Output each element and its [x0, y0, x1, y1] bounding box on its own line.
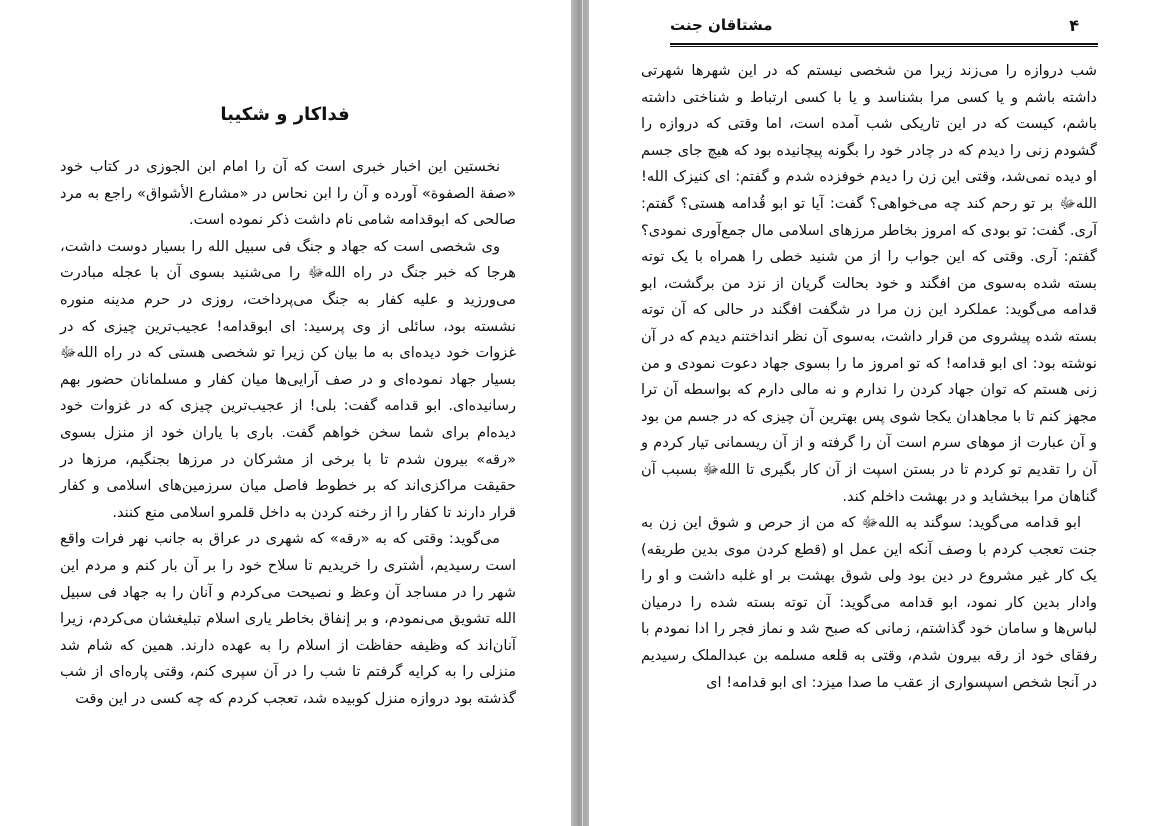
left-page-body	[60, 154, 516, 712]
gutter-fold-line	[582, 0, 583, 826]
book-gutter	[571, 0, 589, 826]
paragraph: می‌گوید: وقتی که به «رقه» که شهری در عراق به جانب نهر فرات واقع است رسیدیم، أشتری را خریدیم تا سلاح خود را بر آن بار کنم و مردم این شهر را در مساجد آن وعظ و نصیحت می‌کردم و آنان را به جهاد فی سبیل الله تشویق می‌نمودم، و بر إنفاق بخاطر یاری اسلام تبلیغشان می‌کردم، زیرا آنان‌اند که وظیفه حفاظت از اسلام را به عهده دارند. همین که شام شد منزلی را به کرایه گرفتم تا شب را در آن سپری کنم، وقتی پاره‌ای از شب گذشته بود دروازه منزل کوبیده شد، تعجب کردم که چه کسی در این وقت	[60, 530, 516, 707]
running-header	[670, 16, 1079, 42]
right-page-body	[641, 58, 1097, 696]
chapter-title: فداکار و شکیبا	[220, 104, 350, 125]
paragraph: شب دروازه را می‌زند زیرا من شخصی نیستم که در این شهرها شهرتی داشته باشم و یا کسی مرا بشناسد و یا با کسی ارتباط و شناختی داشته باشم، کیست که در این تاریکی شب آمده است، اما وقتی که دروازه را گشودم زنی را دیدم که در چادر خود را بگونه پیچانیده بود که هیچ جای جسم او دیده نمی‌شد، وقتی این زن را دیدم خوفزده شدم و گفتم: ای کنیزک الله! اللهﷻ بر تو رحم کند چه می‌خواهی؟ گفت: آیا تو ابو قُدامه هستی؟ گفتم: آری. گفت: تو بودی که امروز بخاطر مرزهای اسلامی مال جمع‌آوری نمودی؟ گفتم: آری. وقتی که این جواب را از من شنید خطی را همراه با یک توته بسته شده به‌سوی من افگند و خود بحالت گریان از نزد من برگشت، ابو قدامه می‌گوید: عملکرد این زن مرا در شگفت افگند در حالی که آن توته بسته شده پیشروی من قرار داشت، به‌سوی آن نظر انداختنم دیدم که در آن نوشته بود: ای ابو قدامه! که تو امروز ما را بسوی جهاد دعوت نمودی و من زنی هستم که توان جهاد کردن را ندارم و نه مالی دارم که بواسطه آن ترا مجهز کنم تا با مجاهدان یکجا شوی پس بهترین آن چیزی که در جسم من بود و آن عبارت از موهای سرم است آن را گرفته و از آن ریسمانی تیار کردم و آن را تقدیم تو کردم تا در بستن اسپت از آن کار بگیری تا اللهﷻ بسبب آن گناهان مرا ببخشاید و در بهشت داخلم کند.	[641, 62, 1097, 505]
running-title: مشتاقان جنت	[670, 16, 773, 34]
paragraph: ابو قدامه می‌گوید: سوگند به اللهﷻ که من از حرص و شوق این زن به جنت تعجب کردم با وصف آنکه این عمل او (قطع کردن موی بدین طریقه) یک کار غیر مشروع در دین بود ولی شوق بهشت بر او غلبه داشت و او را وادار بدین کار نمود، ابو قدامه می‌گوید: آن توته بسته شده را درمیان لباس‌ها و سامان خود گذاشتم، زمانی که صبح شد و نماز فجر را ادا نمودم با رفقای خود از رقه بیرون شدم، وقتی به قلعه مسلمه بن عبدالملک رسیدیم در آنجا شخص اسپسواری از عقب ما صدا میزد: ای ابو قدامه! ای	[641, 514, 1097, 691]
paragraph: نخستین این اخبار خبری است که آن را امام ابن الجوزی در کتاب خود «صفة الصفوة» آورده و آن را ابن نحاس در «مشارع الأشواق» راجع به مرد صالحی که ابوقدامه شامی نام داشت ذکر نموده است.	[60, 158, 516, 229]
header-rule	[670, 43, 1098, 47]
page-number: ۴	[1069, 16, 1079, 35]
paragraph: وی شخصی است که جهاد و جنگ فی سبیل الله را بسیار دوست داشت، هرجا که خبر جنگ در راه اللهﷻ را می‌شنید بسوی آن با عجله مبادرت می‌ورزید و علیه کفار به جنگ می‌پرداخت، روزی در حرم مدینه منوره نشسته بود، سائلی از وی پرسید: ای ابوقدامه! عجیب‌ترین چیزی که در غزوات خود دیده‌ای به ما بیان کن زیرا تو شخصی هستی که در راه اللهﷻ بسیار جهاد نموده‌ای و در صف آرایی‌ها میان کفار و مسلمانان حضور بهم رسانیده‌ای. ابو قدامه گفت: بلی! از عجیب‌ترین چیزی که در غزوات خود دیده‌ام برای شما سخن خواهم گفت. باری با یاران خود از منزل بسوی «رقه» بیرون شدم تا با برخی از مشرکان در مرزها بجنگیم، مرزها در حقیقت مراکزی‌اند که بر خطوط فاصل میان سرزمین‌های اسلامی و کفار قرار دارند تا کفار را از رخنه کردن به داخل قلمرو اسلامی منع کنند.	[60, 237, 516, 521]
